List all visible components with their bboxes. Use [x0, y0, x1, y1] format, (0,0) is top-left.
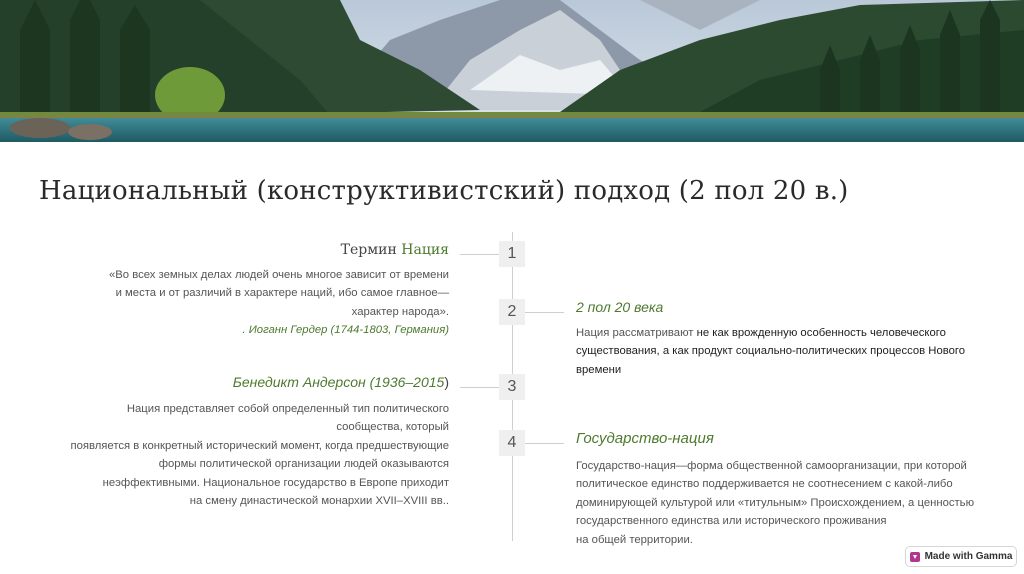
- item3-line: появляется в конкретный исторический момент, когда предшествующие: [70, 439, 449, 452]
- item4-line: Государство-нация—форма общественной самоорганизации, при которой: [576, 460, 967, 472]
- item1-attribution: . Иоганн Гердер (1744-1803, Германия): [242, 324, 449, 337]
- item3-line: неэффективными. Национальное государство в Европе приходит: [102, 476, 449, 489]
- item1-quote-line: характер народа».: [351, 305, 449, 318]
- item3-line: Нация представляет собой определенный тип политического: [126, 403, 449, 415]
- timeline-connector-3: [460, 387, 499, 388]
- timeline-marker-4: 4: [499, 430, 525, 456]
- item4-line: доминирующей культурой или «титульным» Происхождением, а ценностью: [576, 496, 975, 509]
- timeline-connector-2: [525, 312, 564, 313]
- item2-heading: 2 пол 20 века: [576, 299, 664, 315]
- item3-heading-name: Бенедикт Андерсон (1936–2015: [232, 374, 445, 390]
- item1-quote: [109, 266, 449, 340]
- item1-quote-line: и места и от различий в характере наций, ибо самое главное—: [115, 287, 449, 300]
- item3-line: формы политической организации людей оказываются: [158, 458, 449, 471]
- item1-quote-line: «Во всех земных делах людей очень многое зависит от времени: [108, 269, 449, 281]
- item4-body: [576, 457, 996, 549]
- item3-line: сообщества, который: [336, 421, 449, 434]
- badge-label: Made with Gamma: [924, 551, 1013, 562]
- item2-body: [576, 324, 976, 379]
- item1-heading-term: Нация: [401, 242, 449, 258]
- header-landscape-image: [0, 0, 1024, 142]
- item1-heading: [341, 242, 449, 258]
- item4-heading: Государство-нация: [576, 430, 714, 447]
- item4-line: политическое единство поддерживается не соотнесением с какой-либо: [576, 478, 953, 491]
- timeline-connector-1: [460, 254, 499, 255]
- item2-line: не как врожденную особенность человеческого: [696, 327, 946, 339]
- item2-line: времени: [576, 363, 622, 376]
- item1-heading-prefix: Термин: [340, 242, 402, 258]
- slide-title: Национальный (конструктивистский) подход (2 пол 20 в.): [39, 176, 849, 206]
- timeline-marker-1: 1: [499, 241, 525, 267]
- gamma-logo-icon: [910, 552, 920, 562]
- item3-body: [70, 400, 449, 510]
- made-with-gamma-badge[interactable]: [905, 546, 1017, 567]
- timeline-marker-2: 2: [499, 299, 525, 325]
- timeline-connector-4: [525, 443, 564, 444]
- item4-line: государственного единства или исторического проживания: [576, 515, 887, 528]
- item2-line: существования, а как продукт социально-политических процессов Нового: [576, 345, 966, 358]
- item3-line: на смену династической монархии XVII–XVIII вв..: [189, 495, 449, 508]
- item3-heading: [233, 374, 449, 390]
- item2-lead: Нация рассматривают: [576, 327, 697, 339]
- item3-heading-suffix: ): [444, 374, 449, 390]
- timeline-marker-3: 3: [499, 374, 525, 400]
- item4-line: на общей территории.: [576, 533, 693, 546]
